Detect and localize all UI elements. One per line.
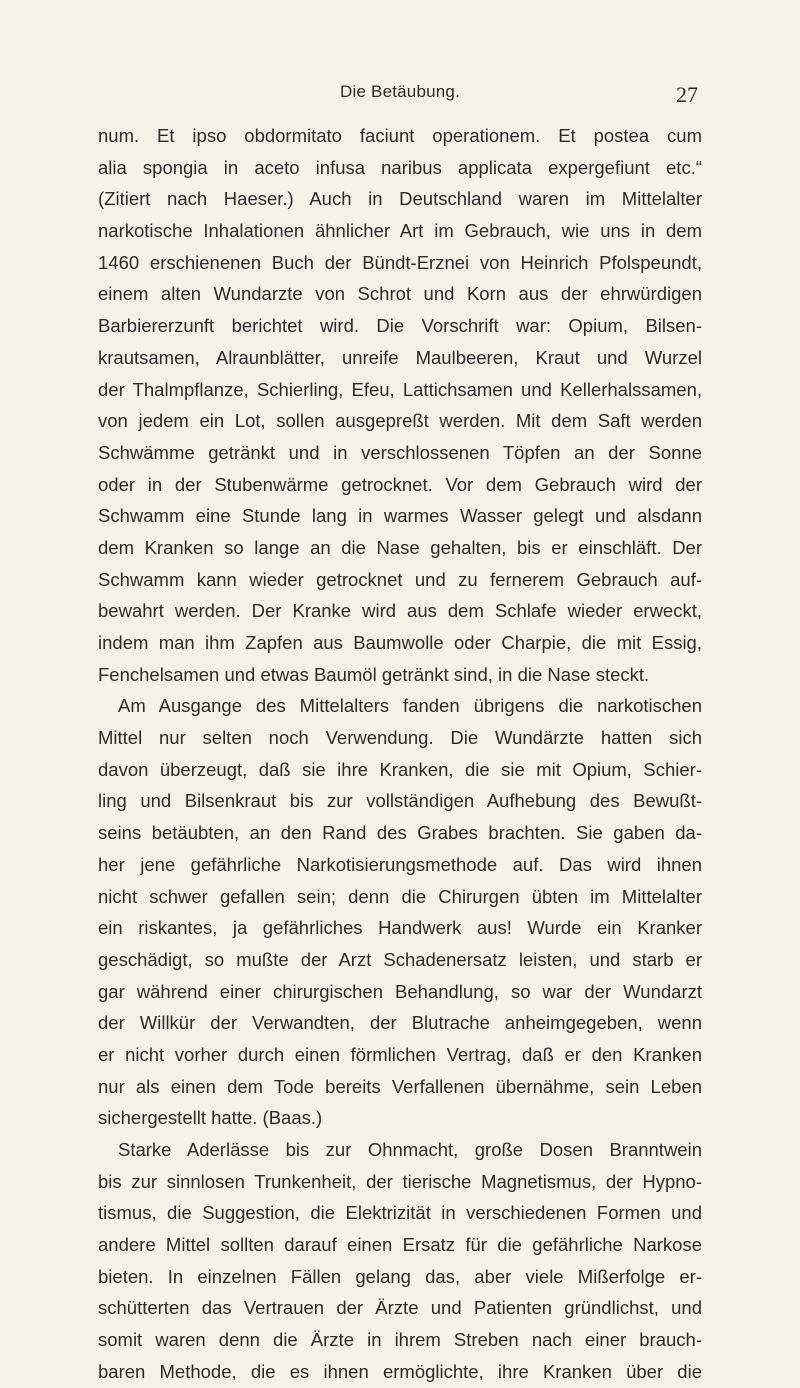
text-line: sichergestellt hatte. (Baas.)	[98, 1107, 323, 1129]
text-line: baren Methode, die es ihnen ermöglichte, ihre Kranken über die	[98, 1360, 702, 1382]
text-line: nur als einen dem Tode bereits Verfallenen übernähme, sein Leben	[98, 1075, 702, 1097]
text-line: davon überzeugt, daß sie ihre Kranken, die sie mit Opium, Schier-	[98, 758, 702, 780]
text-line: bieten. In einzelnen Fällen gelang das, aber viele Mißerfolge er-	[98, 1265, 702, 1287]
text-line: ein riskantes, ja gefährliches Handwerk aus! Wurde ein Kranker	[98, 917, 702, 939]
text-line: somit waren denn die Ärzte in ihrem Streben nach einer brauch-	[98, 1329, 702, 1351]
text-line: alia spongia in aceto infusa naribus applicata expergefiunt etc.“	[98, 156, 702, 178]
text-line: tismus, die Suggestion, die Elektrizität in verschiedenen Formen und	[98, 1202, 702, 1224]
text-line: Barbiererzunft berichtet wird. Die Vorschrift war: Opium, Bilsen-	[98, 315, 702, 337]
text-line: Starke Aderlässe bis zur Ohnmacht, große Dosen Branntwein	[118, 1139, 702, 1160]
text-line: von jedem ein Lot, sollen ausgepreßt werden. Mit dem Saft werden	[98, 410, 702, 432]
text-line: schütterten das Vertrauen der Ärzte und Patienten gründlichst, und	[98, 1297, 702, 1319]
text-line: narkotische Inhalationen ähnlicher Art im Gebrauch, wie uns in dem	[98, 220, 702, 242]
text-line: Schwämme getränkt und in verschlossenen Töpfen an der Sonne	[98, 441, 702, 463]
text-line: Schwamm eine Stunde lang in warmes Wasser gelegt und alsdann	[98, 505, 702, 527]
text-line: Am Ausgange des Mittelalters fanden übrigens die narkotischen	[118, 695, 702, 717]
page-number: 27	[676, 82, 698, 107]
text-line: indem man ihm Zapfen aus Baumwolle oder Charpie, die mit Essig,	[98, 632, 702, 653]
text-line: geschädigt, so mußte der Arzt Schadenersatz leisten, und starb er	[98, 948, 702, 970]
text-line: der Willkür der Verwandten, der Blutrache anheimgegeben, wenn	[98, 1012, 702, 1034]
text-line: Fenchelsamen und etwas Baumöl getränkt sind, in die Nase steckt.	[98, 663, 650, 685]
text-line: seins betäubten, an den Rand des Grabes brachten. Sie gaben da-	[98, 822, 702, 844]
text-line: (Zitiert nach Haeser.) Auch in Deutschland waren im Mittelalter	[98, 188, 702, 210]
text-line: her jene gefährliche Narkotisierungsmethode auf. Das wird ihnen	[98, 853, 702, 875]
text-line: andere Mittel sollten darauf einen Ersatz für die gefährliche Narkose	[98, 1234, 702, 1256]
text-line: bewahrt werden. Der Kranke wird aus dem Schlafe wieder erweckt,	[98, 600, 702, 622]
text-line: Mittel nur selten noch Verwendung. Die Wundärzte hatten sich	[98, 727, 702, 749]
text-line: nicht schwer gefallen sein; denn die Chirurgen übten im Mittelalter	[98, 885, 702, 907]
body-text	[98, 120, 702, 1388]
text-line: krautsamen, Alraunblätter, unreife Maulbeeren, Kraut und Wurzel	[98, 346, 702, 368]
text-line: ling und Bilsenkraut bis zur vollständigen Aufhebung des Bewußt-	[98, 790, 702, 812]
text-line: gar während einer chirurgischen Behandlung, so war der Wundarzt	[98, 980, 702, 1002]
text-line: Schwamm kann wieder getrocknet und zu fernerem Gebrauch auf-	[98, 568, 702, 590]
text-line: einem alten Wundarzte von Schrot und Korn aus der ehrwürdigen	[98, 283, 702, 305]
text-line: 1460 erschienenen Buch der Bündt-Erznei von Heinrich Pfolspeundt,	[98, 251, 702, 273]
text-line: er nicht vorher durch einen förmlichen Vertrag, daß er den Kranken	[98, 1043, 702, 1065]
text-line: bis zur sinnlosen Trunkenheit, der tierische Magnetismus, der Hypno-	[98, 1170, 702, 1192]
running-head	[0, 82, 800, 112]
text-line: num. Et ipso obdormitato faciunt operationem. Et postea cum	[98, 125, 702, 146]
running-head-title: Die Betäubung.	[340, 82, 460, 101]
text-line: der Thalmpflanze, Schierling, Efeu, Lattichsamen und Kellerhalssamen,	[98, 378, 702, 400]
text-line: dem Kranken so lange an die Nase gehalten, bis er einschläft. Der	[98, 536, 702, 558]
text-line: oder in der Stubenwärme getrocknet. Vor dem Gebrauch wird der	[98, 473, 702, 495]
